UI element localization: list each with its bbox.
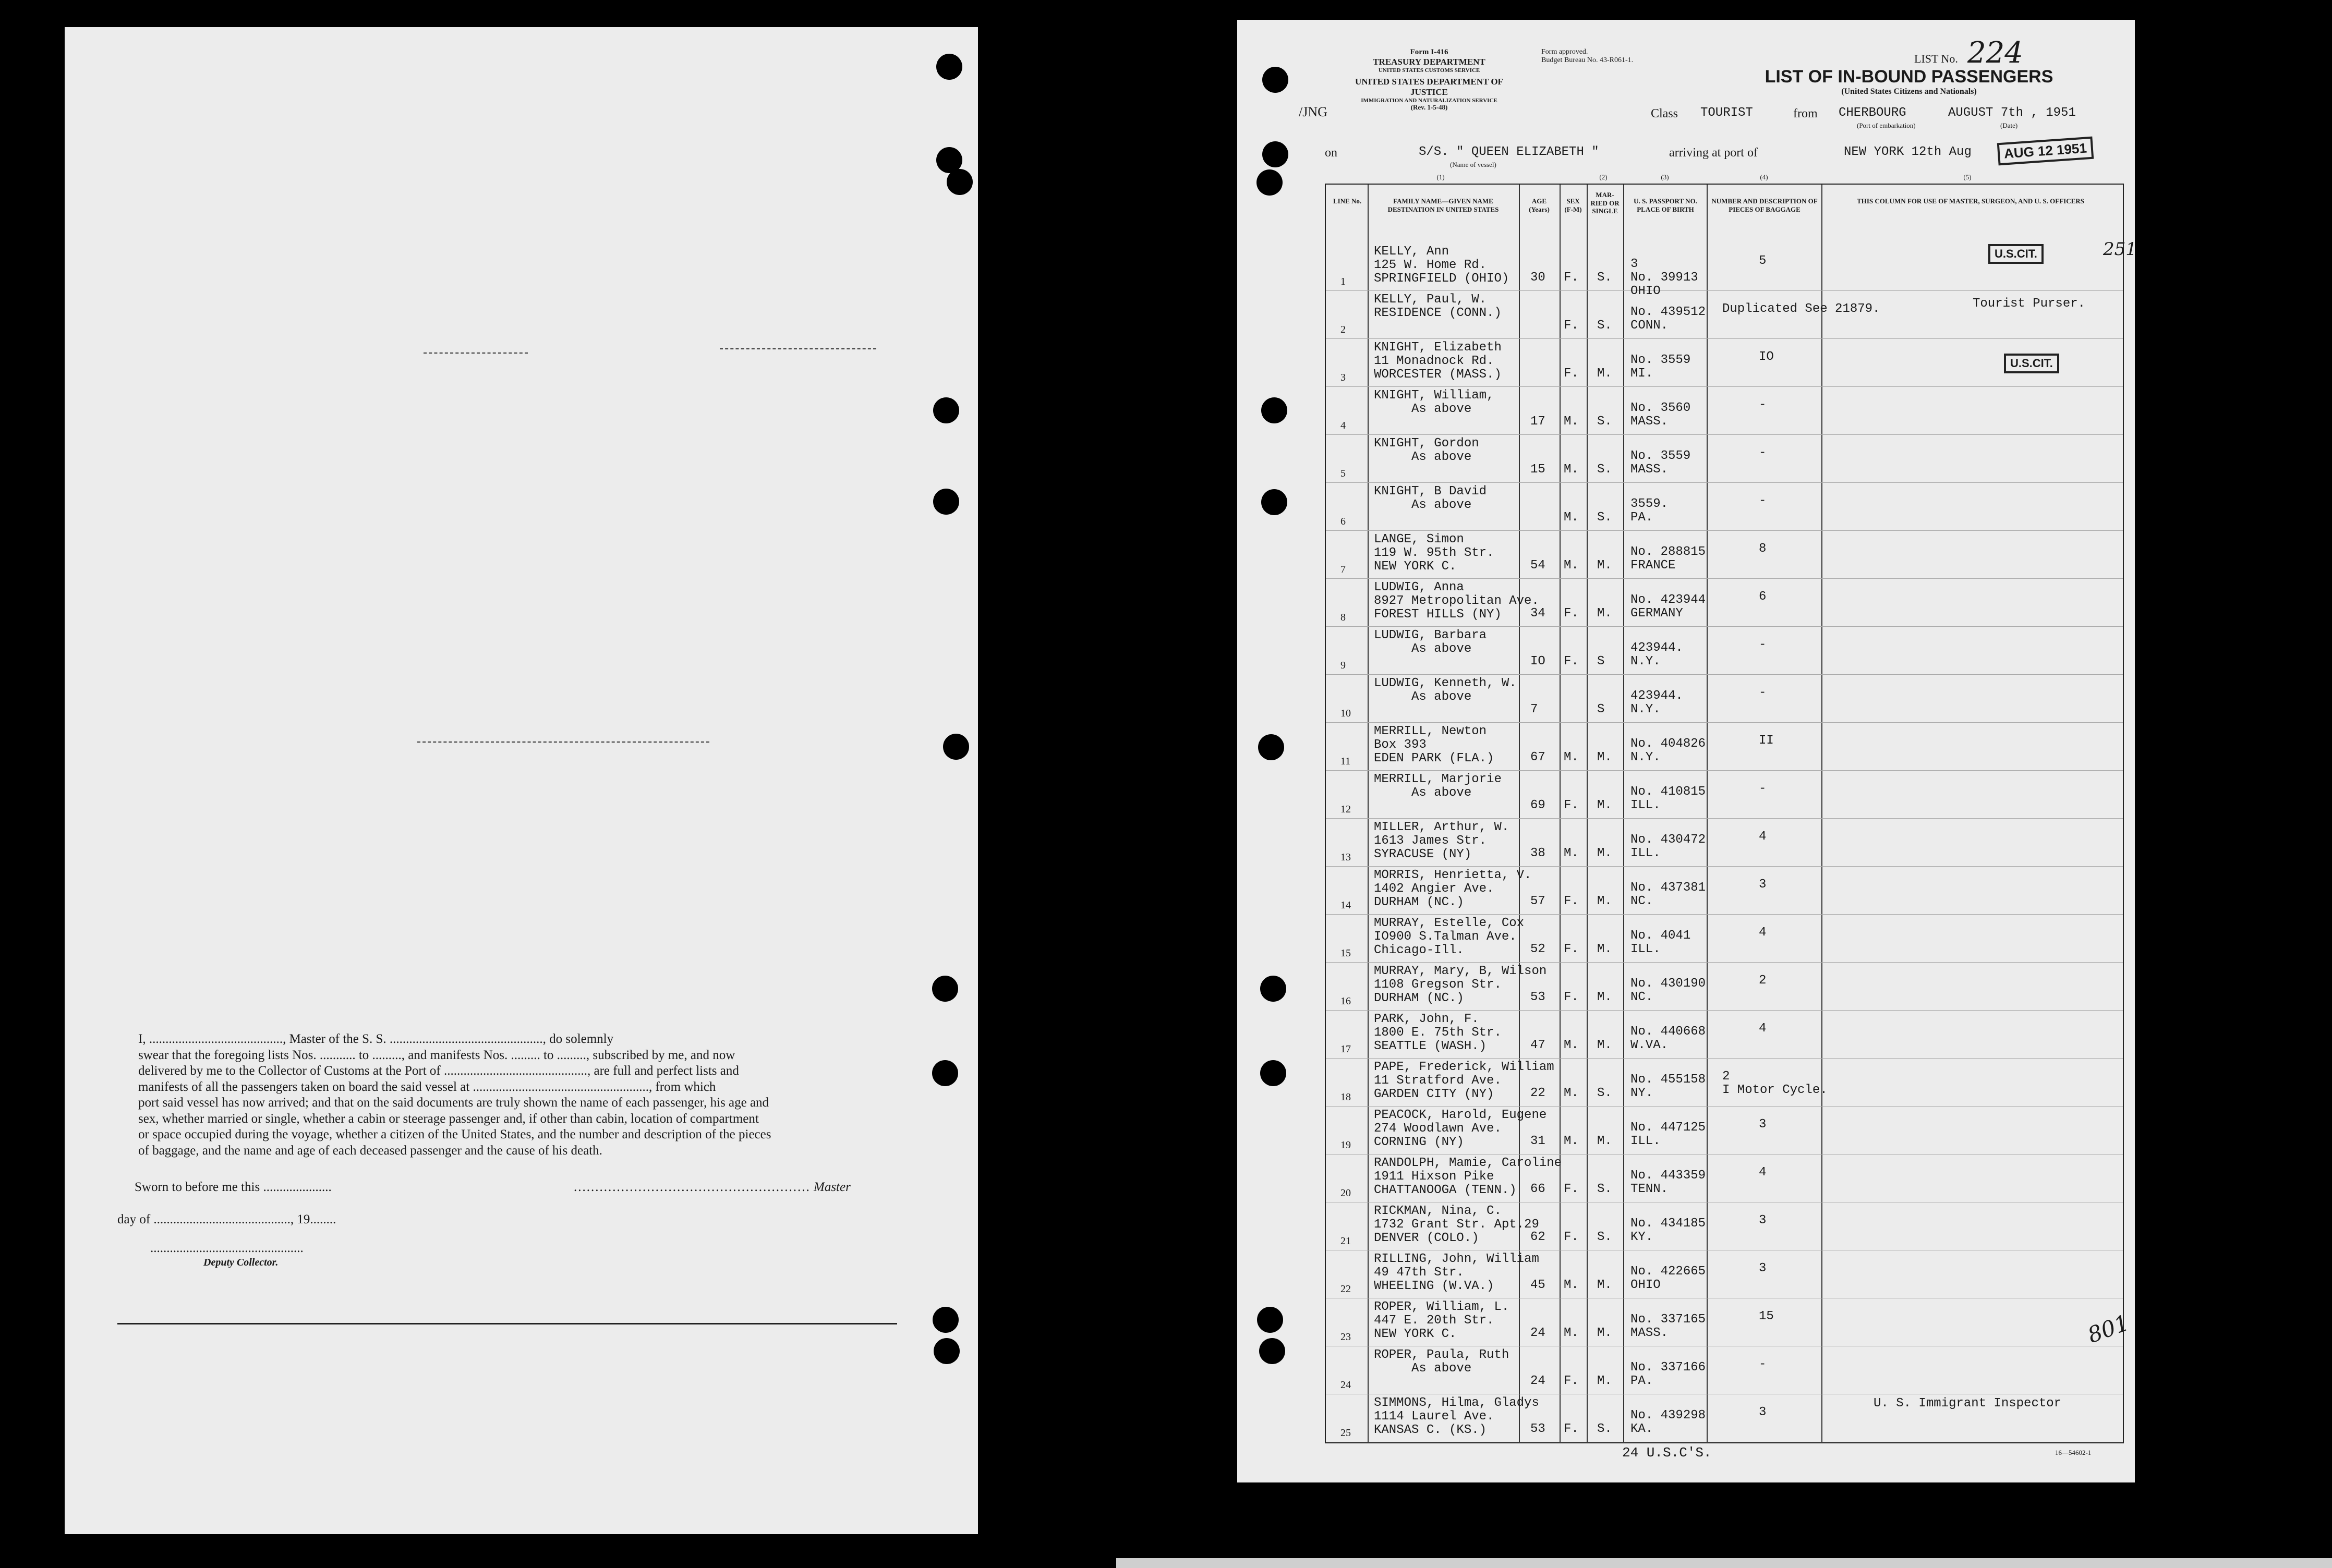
oath-paragraph [138,1031,900,1159]
marital-status: S. [1597,1086,1612,1100]
table-row [1326,1298,2123,1346]
age: 53 [1530,1422,1545,1436]
print-code: 16—54602-1 [2055,1449,2092,1456]
baggage: - [1759,494,1767,508]
clerk-initials: /JNG [1299,104,1327,119]
list-number: 224 [1967,36,2023,70]
inspector-label: U. S. Immigrant Inspector [1874,1396,2062,1411]
col-head-name: FAMILY NAME—GIVEN NAME DESTINATION IN UNITED STATES [1387,197,1499,213]
table-row [1326,1202,2123,1250]
passenger-name: MERRILL, Marjorie As above [1374,772,1502,800]
sex: M. [1564,558,1579,573]
oath-line: swear that the foregoing lists Nos. ........... to ........., and manifests Nos. ......... to ........., subscribed by me, and now [138,1048,735,1062]
age: 62 [1530,1230,1545,1244]
col-number: (1) [1436,173,1445,181]
binder-hole [932,1060,958,1086]
passport-birthplace: No. 439512 CONN. [1630,305,1706,333]
line-number: 4 [1340,420,1346,431]
sex: M. [1564,415,1579,429]
justice-label: UNITED STATES DEPARTMENT OF JUSTICE [1355,77,1503,97]
baggage: - [1759,638,1767,652]
marital-status: M. [1597,1374,1612,1388]
deputy-collector-label: Deputy Collector. [203,1257,279,1268]
binder-hole [932,976,958,1002]
vessel-caption: (Name of vessel) [1450,161,1496,168]
binder-hole [933,1307,959,1333]
col-head-passport: U. S. PASSPORT NO. PLACE OF BIRTH [1634,197,1697,213]
table-row [1326,435,2123,483]
baggage: - [1759,782,1767,796]
age: 15 [1530,463,1545,477]
customs-label: UNITED STATES CUSTOMS SERVICE [1378,67,1480,74]
table-row [1326,963,2123,1011]
binder-hole [1262,67,1288,93]
binder-hole [1260,1060,1286,1086]
baggage: IO [1759,350,1774,364]
baggage: 6 [1759,590,1767,604]
passenger-name: LANGE, Simon 119 W. 95th Str. NEW YORK C. [1374,532,1494,574]
sex: F. [1564,606,1579,621]
line-number: 18 [1340,1091,1351,1103]
baggage: 4 [1759,1022,1767,1036]
line-number: 10 [1340,708,1351,719]
binder-hole [933,397,959,423]
binder-hole [936,54,962,80]
baggage: Duplicated See 21879. [1722,302,1880,316]
form-approval-block [1541,48,1698,65]
passport-birthplace: No. 3560 MASS. [1630,401,1691,429]
passport-birthplace: No. 434185 KY. [1630,1217,1706,1244]
passenger-name: PAPE, Frederick, William 11 Stratford Ave. GARDEN CITY (NY) [1374,1060,1554,1101]
passenger-name: KNIGHT, Elizabeth 11 Monadnock Rd. WORCESTER (MASS.) [1374,341,1502,382]
passenger-name: RICKMAN, Nina, C. 1732 Grant Str. Apt.29 DENVER (COLO.) [1374,1204,1539,1245]
age: 53 [1530,990,1545,1004]
age: 24 [1530,1326,1545,1340]
marital-status: M. [1597,846,1612,860]
line-number: 2 [1340,324,1346,335]
passenger-name: ROPER, Paula, Ruth As above [1374,1348,1509,1376]
line-number: 5 [1340,468,1346,479]
col-head-officers: THIS COLUMN FOR USE OF MASTER, SURGEON, AND U. S. OFFICERS [1857,197,2084,205]
scan-edge [1116,1558,2332,1568]
table-row [1326,1154,2123,1202]
line-number: 9 [1340,660,1346,671]
handwritten-number: 801 [2084,1309,2133,1348]
baggage: - [1759,686,1767,700]
sex: M. [1564,750,1579,764]
marital-status: S. [1597,319,1612,333]
oath-line: delivered by me to the Collector of Customs at the Port of ............................................, are full and perfect lists and [138,1064,739,1078]
passenger-name: SIMMONS, Hilma, Gladys 1114 Laurel Ave. KANSAS C. (KS.) [1374,1396,1539,1437]
binder-hole [1257,1307,1283,1333]
oath-line: sex, whether married or single, whether a cabin or steerage passenger and, if other than cabin, location of compartment [138,1111,759,1126]
table-row [1326,675,2123,723]
faint-rule [417,742,709,743]
passenger-name: ROPER, William, L. 447 E. 20th Str. NEW YORK C. [1374,1300,1509,1341]
passport-birthplace: No. 3559 MI. [1630,353,1691,381]
line-number: 20 [1340,1187,1351,1199]
passport-birthplace: 423944. N.Y. [1630,689,1683,716]
passport-birthplace: No. 440668 W.VA. [1630,1025,1706,1052]
budget-number: Budget Bureau No. 43-R061-1. [1541,56,1634,65]
sex: M. [1564,846,1579,860]
marital-status: M. [1597,942,1612,956]
marital-status: S. [1597,1182,1612,1196]
line-number: 13 [1340,852,1351,863]
table-row [1326,723,2123,771]
line-number: 1 [1340,276,1346,287]
arriving-label: arriving at port of [1669,146,1758,160]
passenger-name: LUDWIG, Kenneth, W. As above [1374,676,1517,704]
baggage: 8 [1759,542,1767,556]
line-number: 24 [1340,1379,1351,1391]
table-row [1326,1346,2123,1394]
table-row [1326,339,2123,387]
passport-birthplace: No. 447125 ILL. [1630,1121,1706,1148]
passport-birthplace: No. 455158 NY. [1630,1073,1706,1100]
marital-status: M. [1597,894,1612,908]
officer-number: 251 [2103,239,2137,260]
passenger-name: MILLER, Arthur, W. 1613 James Str. SYRACUSE (NY) [1374,820,1509,861]
sworn-line: Sworn to before me this ..................... [135,1180,332,1194]
age: 69 [1530,798,1545,812]
passport-birthplace: 3559. PA. [1630,497,1669,525]
sex: F. [1564,319,1579,333]
passenger-name: MERRILL, Newton Box 393 EDEN PARK (FLA.) [1374,724,1494,765]
sex: M. [1564,1278,1579,1292]
line-number: 16 [1340,995,1351,1007]
marital-status: S. [1597,510,1612,525]
passport-birthplace: 3 No. 39913 OHIO [1630,257,1698,298]
list-number-block [1914,37,2071,70]
title: LIST OF IN-BOUND PASSENGERS [1765,67,2053,87]
passport-birthplace: No. 410815 ILL. [1630,785,1706,812]
baggage: 4 [1759,926,1767,940]
age: 31 [1530,1134,1545,1148]
marital-status: M. [1597,1038,1612,1052]
faint-rule [424,353,528,354]
passport-birthplace: No. 443359 TENN. [1630,1169,1706,1196]
passport-birthplace: No. 337166 PA. [1630,1360,1706,1388]
sex: F. [1564,367,1579,381]
col-head-sex: SEX (F-M) [1564,197,1582,213]
table-row [1326,627,2123,675]
table-row [1326,867,2123,915]
marital-status: M. [1597,798,1612,812]
sex: M. [1564,463,1579,477]
age: 30 [1530,271,1545,285]
sex: F. [1564,1182,1579,1196]
ins-label: IMMIGRATION AND NATURALIZATION SERVICE [1361,97,1497,104]
master-signature-line: ....................................................... Master [574,1180,851,1194]
baggage: 3 [1759,1213,1767,1227]
sex: F. [1564,894,1579,908]
marital-status: M. [1597,1134,1612,1148]
binder-hole [934,1338,960,1364]
baggage: II [1759,734,1774,748]
passenger-name: MORRIS, Henrietta, V. 1402 Angier Ave. DURHAM (NC.) [1374,868,1532,909]
sex: F. [1564,271,1579,285]
day-line: day of .........................................., 19........ [117,1212,336,1226]
age: 7 [1530,702,1538,716]
passport-birthplace: No. 404826 N.Y. [1630,737,1706,764]
bottom-rule [117,1323,897,1324]
passport-birthplace: No. 3559 MASS. [1630,449,1691,477]
sex: F. [1564,990,1579,1004]
on-label: on [1325,146,1337,160]
port-caption: (Port of embarkation) [1857,121,1916,129]
table-row [1326,387,2123,435]
sex: M. [1564,510,1579,525]
sex: M. [1564,1326,1579,1340]
marital-status: M. [1597,990,1612,1004]
age: 22 [1530,1086,1545,1100]
age: 47 [1530,1038,1545,1052]
embarkation-date: AUGUST 7th , 1951 [1948,106,2076,120]
baggage: 5 [1759,254,1767,268]
passenger-name: PEACOCK, Harold, Eugene 274 Woodlawn Ave. CORNING (NY) [1374,1108,1547,1149]
passenger-name: KELLY, Paul, W. RESIDENCE (CONN.) [1374,293,1502,320]
list-title [1732,67,2086,96]
left-page [65,27,978,1534]
age: 17 [1530,415,1545,429]
sex: M. [1564,1038,1579,1052]
col-number: (5) [1963,173,1972,181]
age: 38 [1530,846,1545,860]
sex: F. [1564,1230,1579,1244]
master-label: Master [814,1180,851,1194]
line-number: 3 [1340,372,1346,383]
sex: M. [1564,1134,1579,1148]
from-label: from [1793,107,1818,120]
line-number: 12 [1340,804,1351,815]
age: 24 [1530,1374,1545,1388]
passport-birthplace: No. 288815 FRANCE [1630,545,1706,573]
passenger-name: RILLING, John, William 49 47th Str. WHEELING (W.VA.) [1374,1252,1539,1293]
age: 54 [1530,558,1545,573]
baggage: - [1759,446,1767,460]
passenger-name: RANDOLPH, Mamie, Caroline 1911 Hixson Pike CHATTANOOGA (TENN.) [1374,1156,1562,1197]
class-label: Class [1651,107,1678,120]
binder-hole [933,489,959,515]
purser-note: Tourist Purser. [1973,297,2086,311]
binder-hole [943,734,969,760]
binder-hole [1262,141,1288,167]
passenger-name: LUDWIG, Anna 8927 Metropolitan Ave. FOREST HILLS (NY) [1374,580,1539,622]
sex: F. [1564,942,1579,956]
marital-status: S. [1597,463,1612,477]
age: 52 [1530,942,1545,956]
passport-birthplace: No. 437381 NC. [1630,881,1706,908]
line-number: 17 [1340,1043,1351,1055]
passenger-name: MURRAY, Mary, B, Wilson 1108 Gregson Str. DURHAM (NC.) [1374,964,1547,1005]
marital-status: S. [1597,1230,1612,1244]
table-row [1326,579,2123,627]
sex: F. [1564,1374,1579,1388]
class-value: TOURIST [1700,106,1753,120]
age: 57 [1530,894,1545,908]
line-number: 15 [1340,947,1351,959]
table-row [1326,483,2123,531]
marital-status: M. [1597,1278,1612,1292]
port-of-embarkation: CHERBOURG [1839,106,1906,120]
faint-rule [720,348,876,349]
marital-status: M. [1597,1326,1612,1340]
col-number: (2) [1599,173,1608,181]
binder-hole [1258,734,1284,760]
form-number: Form I-416 [1410,48,1448,56]
marital-status: S. [1597,415,1612,429]
oath-line: or space occupied during the voyage, whether a citizen of the United States, and the number and description of the pieces [138,1127,771,1141]
age: 66 [1530,1182,1545,1196]
table-row [1326,1250,2123,1298]
us-citizen-stamp: U.S.CIT. [2004,354,2059,373]
col-head-age: AGE (Years) [1529,197,1550,213]
form-agency-block [1346,48,1513,112]
table-row [1326,1107,2123,1154]
passport-birthplace: 423944. N.Y. [1630,641,1683,668]
binder-hole [1259,1338,1285,1364]
passenger-name: KNIGHT, William, As above [1374,388,1494,416]
passenger-name: LUDWIG, Barbara As above [1374,628,1487,656]
age: 45 [1530,1278,1545,1292]
subtitle: (United States Citizens and Nationals) [1841,87,1977,96]
sex: M. [1564,1086,1579,1100]
baggage: 4 [1759,830,1767,844]
line-number: 23 [1340,1331,1351,1343]
sex: F. [1564,654,1579,668]
line-number: 19 [1340,1139,1351,1151]
list-number-label: LIST No. [1914,52,1958,65]
treasury-label: TREASURY DEPARTMENT [1373,57,1485,67]
passenger-name: KNIGHT, B David As above [1374,484,1487,512]
passenger-name: KNIGHT, Gordon As above [1374,436,1479,464]
col-head-line: LINE No. [1333,197,1362,205]
passport-birthplace: No. 4041 ILL. [1630,929,1691,956]
line-number: 6 [1340,516,1346,527]
baggage: 2 I Motor Cycle. [1722,1069,1828,1097]
baggage: 4 [1759,1165,1767,1180]
col-number: (4) [1760,173,1768,181]
passenger-table [1325,173,2137,1443]
sex: F. [1564,798,1579,812]
baggage: 3 [1759,1117,1767,1132]
passenger-name: MURRAY, Estelle, Cox IO900 S.Talman Ave. Chicago-Ill. [1374,916,1525,957]
us-citizen-total: 24 U.S.C'S. [1622,1445,1712,1461]
binder-hole [1261,489,1287,515]
binder-hole [1260,976,1286,1002]
passport-birthplace: No. 439298 KA. [1630,1408,1706,1436]
passenger-name: PARK, John, F. 1800 E. 75th Str. SEATTLE (WASH.) [1374,1012,1502,1053]
table-row [1326,915,2123,963]
table-row [1326,1011,2123,1059]
baggage: - [1759,398,1767,412]
marital-status: M. [1597,606,1612,621]
baggage: 2 [1759,974,1767,988]
passport-birthplace: No. 337165 MASS. [1630,1312,1706,1340]
binder-hole [947,169,973,195]
col-number: (3) [1661,173,1669,181]
baggage: 3 [1759,878,1767,892]
deputy-signature-line: ............................................... [150,1241,304,1255]
oath-line: I, ........................................., Master of the S. S. ..............................................., do solemnly [138,1032,614,1046]
date-caption: (Date) [2000,121,2018,129]
form-approved: Form approved. [1541,48,1588,56]
table-row [1326,771,2123,819]
col-head-married: MAR- RIED OR SINGLE [1590,191,1620,215]
marital-status: S [1597,654,1605,668]
marital-status: S. [1597,1422,1612,1436]
line-number: 11 [1340,756,1351,767]
passport-birthplace: No. 430472 ILL. [1630,833,1706,860]
revision-label: (Rev. 1-5-48) [1410,103,1448,112]
table-row [1326,819,2123,867]
age: 34 [1530,606,1545,621]
vessel-name: S/S. " QUEEN ELIZABETH " [1419,145,1599,159]
line-number: 21 [1340,1235,1351,1247]
age: IO [1530,654,1545,668]
marital-status: S [1597,702,1605,716]
passport-birthplace: No. 430190 NC. [1630,977,1706,1004]
col-head-baggage: NUMBER AND DESCRIPTION OF PIECES OF BAGGAGE [1711,197,1818,213]
line-number: 8 [1340,612,1346,623]
baggage: 15 [1759,1309,1774,1323]
table-row [1326,1059,2123,1107]
line-number: 22 [1340,1283,1351,1295]
passport-birthplace: No. 423944 GERMANY [1630,593,1706,621]
line-number: 25 [1340,1427,1351,1439]
age: 67 [1530,750,1545,764]
marital-status: M. [1597,367,1612,381]
binder-hole [1261,397,1287,423]
line-number: 7 [1340,564,1346,575]
passport-birthplace: No. 422665 OHIO [1630,1265,1706,1292]
oath-line: port said vessel has now arrived; and that on the said documents are truly shown the name of each passenger, his age and [138,1096,769,1110]
table-row [1326,531,2123,579]
arrival-date-stamp: AUG 12 1951 [1997,137,2094,166]
marital-status: S. [1597,271,1612,285]
marital-status: M. [1597,750,1612,764]
sex: F. [1564,1422,1579,1436]
oath-line: manifests of all the passengers taken on board the said vessel at ......................................................, from which [138,1079,716,1094]
marital-status: M. [1597,558,1612,573]
line-number: 14 [1340,900,1351,911]
us-citizen-stamp: U.S.CIT. [1988,244,2044,264]
baggage: - [1759,1357,1767,1371]
passenger-name: KELLY, Ann 125 W. Home Rd. SPRINGFIELD (OHIO) [1374,245,1509,286]
arrival-port: NEW YORK 12th Aug [1844,145,1972,159]
binder-hole [1256,169,1283,196]
baggage: 3 [1759,1261,1767,1275]
baggage: 3 [1759,1405,1767,1419]
oath-line: of baggage, and the name and age of each deceased passenger and the cause of his death. [138,1143,602,1158]
